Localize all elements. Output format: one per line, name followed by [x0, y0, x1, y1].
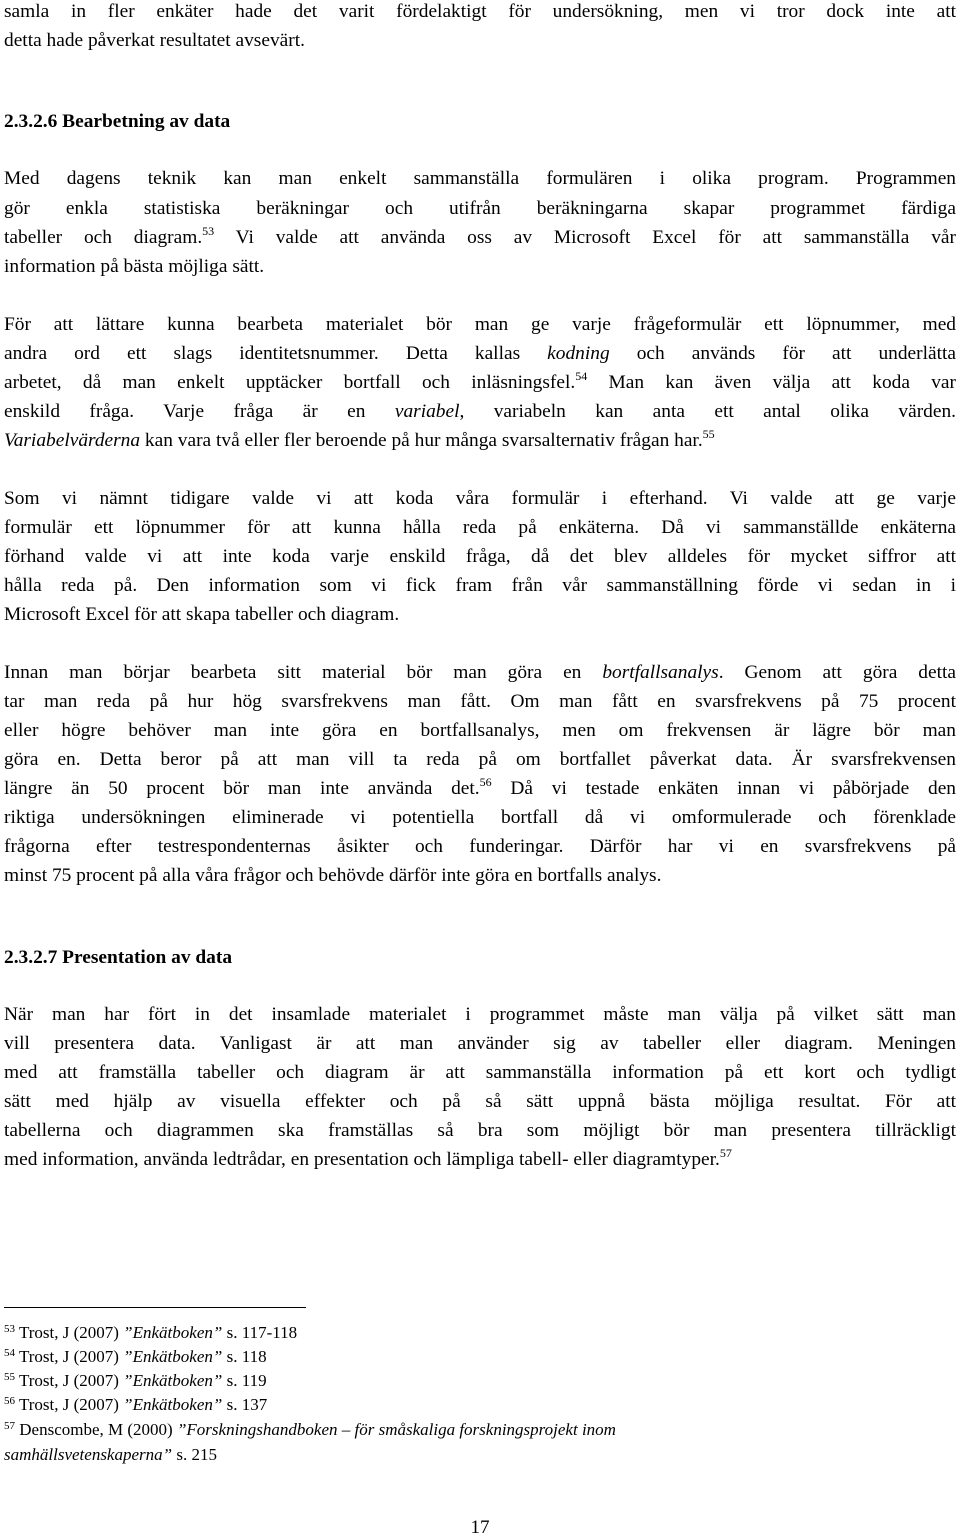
paragraph-line — [4, 342, 956, 366]
footnote-separator — [4, 1307, 306, 1308]
footnote-text: Trost, J (2007) — [15, 1347, 124, 1366]
text-span: Vi valde att använda oss av Microsoft Excel för att sammanställa vår — [214, 227, 956, 248]
paragraph-line: hålla reda på. Den information som vi fick fram från vår sammanställning förde vi sedan in i — [4, 575, 956, 596]
footnote-number: 57 — [4, 1420, 15, 1432]
footnote-number: 53 — [4, 1323, 15, 1335]
footnote-text: Denscombe, M (2000) — [15, 1420, 177, 1439]
paragraph-line: gör enkla statistiska beräkningar och utifrån beräkningarna skapar programmet färdiga — [4, 198, 956, 219]
italic-term: Variabelvärderna — [4, 430, 141, 451]
paragraph-line: information på bästa möjliga sätt. — [4, 256, 265, 277]
footnote-title: ”Enkätboken” — [123, 1371, 223, 1390]
footnote-number: 55 — [4, 1371, 15, 1383]
footnote-text: Trost, J (2007) — [15, 1395, 124, 1414]
paragraph-line — [4, 429, 956, 453]
text-span: Då vi testade enkäten innan vi påbörjade den — [491, 778, 956, 799]
text-span: kan vara två eller fler beroende på hur många svarsalternativ frågan har. — [140, 430, 703, 451]
footnote-text: s. 117-118 — [222, 1323, 298, 1342]
footnote-title: ”Enkätboken” — [123, 1395, 223, 1414]
footnote-55 — [4, 1371, 267, 1391]
text-span: arbetet, då man enkelt upptäcker bortfall och inläsningsfel. — [4, 372, 576, 393]
text-span: . Genom att göra detta — [718, 662, 956, 683]
text-span: med information, använda ledtrådar, en presentation och lämpliga tabell- eller diagramtyper. — [4, 1149, 720, 1170]
paragraph-line — [4, 371, 956, 395]
footnote-ref-55[interactable]: 55 — [702, 427, 715, 441]
paragraph-line: tar man reda på hur hög svarsfrekvens man fått. Om man fått en svarsfrekvens på 75 procent — [4, 691, 956, 712]
section-heading-2-3-2-7: 2.3.2.7 Presentation av data — [4, 947, 233, 968]
paragraph-line: göra en. Detta beror på att man vill ta reda på om bortfallet påverkat data. Är svarsfrekvensen — [4, 749, 956, 770]
footnote-number: 56 — [4, 1395, 15, 1407]
footnote-text: s. 215 — [172, 1445, 217, 1464]
text-span: och används för att underlätta — [609, 343, 956, 364]
footnote-57 — [4, 1420, 616, 1440]
footnote-text: s. 137 — [222, 1395, 268, 1414]
text-span: Man kan även välja att koda var — [587, 372, 956, 393]
paragraph-line — [4, 777, 956, 801]
footnote-text: Trost, J (2007) — [15, 1323, 124, 1342]
footnote-text: s. 118 — [222, 1347, 267, 1366]
paragraph-line: minst 75 procent på alla våra frågor och behövde därför inte göra en bortfalls analys. — [4, 865, 662, 886]
paragraph-line: frågorna efter testrespondenternas åsikter och funderingar. Därför har vi en svarsfrekvens på — [4, 836, 956, 857]
text-span: enskild fråga. Varje fråga är en — [4, 401, 395, 422]
paragraph-line: Med dagens teknik kan man enkelt sammanställa formulären i olika program. Programmen — [4, 168, 956, 189]
paragraph-line — [4, 400, 956, 424]
paragraph-line: riktiga undersökningen eliminerade vi potentiella bortfall då vi omformulerade och förenklade — [4, 807, 956, 828]
text-span: andra ord ett slags identitetsnummer. Detta kallas — [4, 343, 548, 364]
paragraph-line: sätt med hjälp av visuella effekter och på så sätt uppnå bästa möjliga resultat. För att — [4, 1091, 956, 1112]
footnote-text: s. 119 — [222, 1371, 267, 1390]
text-span: Innan man börjar bearbeta sitt material bör man göra en — [4, 662, 603, 683]
footnote-title: ”Enkätboken” — [123, 1323, 223, 1342]
footnote-ref-56[interactable]: 56 — [479, 775, 492, 789]
text-span: längre än 50 procent bör man inte använda det. — [4, 778, 480, 799]
paragraph-line: tabellerna och diagrammen ska framställas så bra som möjligt bör man presentera tillräckligt — [4, 1120, 956, 1141]
footnote-title: samhällsvetenskaperna” — [4, 1445, 173, 1464]
footnote-number: 54 — [4, 1347, 15, 1359]
footnote-54 — [4, 1347, 267, 1367]
paragraph-line — [4, 661, 956, 685]
footnote-ref-57[interactable]: 57 — [719, 1146, 732, 1160]
paragraph-line: förhand valde vi att inte koda varje enskild fråga, då det blev alldeles för mycket siffror att — [4, 546, 956, 567]
italic-term: variabel — [394, 401, 460, 422]
footnote-ref-54[interactable]: 54 — [575, 369, 588, 383]
footnote-ref-53[interactable]: 53 — [202, 224, 215, 238]
page-number: 17 — [470, 1517, 490, 1538]
footnote-text: Trost, J (2007) — [15, 1371, 124, 1390]
intro-line-2: detta hade påverkat resultatet avsevärt. — [4, 30, 305, 51]
paragraph-line: Som vi nämnt tidigare valde vi att koda våra formulär i efterhand. Vi valde att ge varje — [4, 488, 956, 509]
section-heading-2-3-2-6: 2.3.2.6 Bearbetning av data — [4, 111, 231, 132]
footnote-57-continued — [4, 1445, 217, 1465]
paragraph-line: För att lättare kunna bearbeta materialet bör man ge varje frågeformulär ett löpnummer, med — [4, 314, 956, 335]
italic-term: bortfallsanalys — [602, 662, 719, 683]
intro-line-1: samla in fler enkäter hade det varit fördelaktigt för undersökning, men vi tror dock inte att — [4, 1, 956, 22]
paragraph-line: När man har fört in det insamlade materialet i programmet måste man välja på vilket sätt man — [4, 1004, 956, 1025]
footnote-title: ”Enkätboken” — [123, 1347, 223, 1366]
footnote-title: ”Forskningshandboken – för småskaliga forskningsprojekt inom — [176, 1420, 616, 1439]
paragraph-line: med att framställa tabeller och diagram är att sammanställa information på ett kort och tydligt — [4, 1062, 956, 1083]
paragraph-line — [4, 226, 956, 250]
footnote-53 — [4, 1323, 297, 1343]
paragraph-line: Microsoft Excel för att skapa tabeller och diagram. — [4, 604, 400, 625]
italic-term: kodning — [547, 343, 610, 364]
paragraph-line: vill presentera data. Vanligast är att man använder sig av tabeller eller diagram. Meningen — [4, 1033, 956, 1054]
footnote-56 — [4, 1395, 267, 1415]
paragraph-line: eller högre behöver man inte göra en bortfallsanalys, men om frekvensen är lägre bör man — [4, 720, 956, 741]
text-span: tabeller och diagram. — [4, 227, 203, 248]
paragraph-line: formulär ett löpnummer för att kunna hålla reda på enkäterna. Då vi sammanställde enkäterna — [4, 517, 956, 538]
text-span: , variabeln kan anta ett antal olika värden. — [459, 401, 956, 422]
paragraph-line — [4, 1148, 956, 1172]
